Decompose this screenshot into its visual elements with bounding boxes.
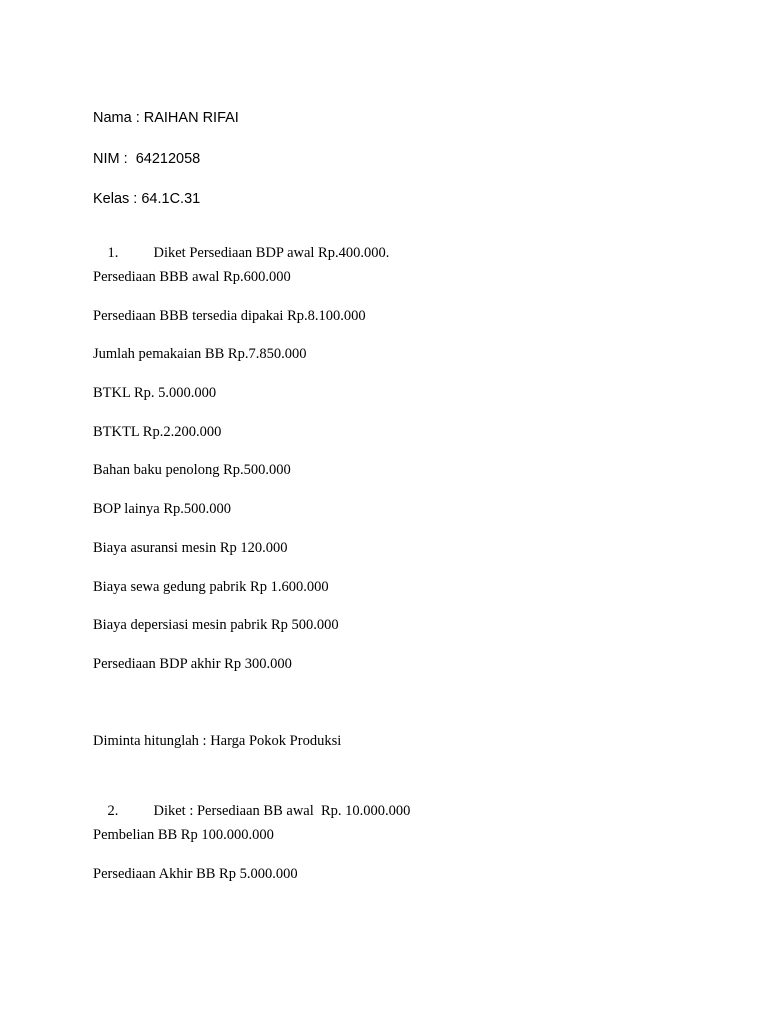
question-1-number: 1. <box>107 244 119 261</box>
question-1-first-line <box>93 231 389 275</box>
question-1-text: Diket Persediaan BDP awal Rp.400.000. <box>153 244 390 261</box>
q1-item: Bahan baku penolong Rp.500.000 <box>93 462 291 478</box>
q2-item: Persediaan Akhir BB Rp 5.000.000 <box>93 866 298 882</box>
q1-item: Persediaan BBB awal Rp.600.000 <box>93 269 291 285</box>
q1-item: Biaya depersiasi mesin pabrik Rp 500.000 <box>93 617 339 633</box>
student-nim: NIM : 64212058 <box>93 151 201 167</box>
question-2-first-line <box>93 789 410 833</box>
q1-item: Biaya sewa gedung pabrik Rp 1.600.000 <box>93 579 329 595</box>
q1-item: Biaya asuransi mesin Rp 120.000 <box>93 540 288 556</box>
q1-item: BTKL Rp. 5.000.000 <box>93 385 217 401</box>
question-2-number: 2. <box>107 802 119 819</box>
student-name: Nama : RAIHAN RIFAI <box>93 110 239 126</box>
student-class: Kelas : 64.1C.31 <box>93 191 201 207</box>
q1-item: Persediaan BBB tersedia dipakai Rp.8.100.000 <box>93 308 366 324</box>
question-1-request: Diminta hitunglah : Harga Pokok Produksi <box>93 733 342 749</box>
q1-item: Persediaan BDP akhir Rp 300.000 <box>93 656 292 672</box>
q1-item: BTKTL Rp.2.200.000 <box>93 424 222 440</box>
q2-item: Pembelian BB Rp 100.000.000 <box>93 827 274 843</box>
q1-item: Jumlah pemakaian BB Rp.7.850.000 <box>93 346 307 362</box>
question-2-text: Diket : Persediaan BB awal Rp. 10.000.000 <box>153 802 411 819</box>
q1-item: BOP lainya Rp.500.000 <box>93 501 232 517</box>
